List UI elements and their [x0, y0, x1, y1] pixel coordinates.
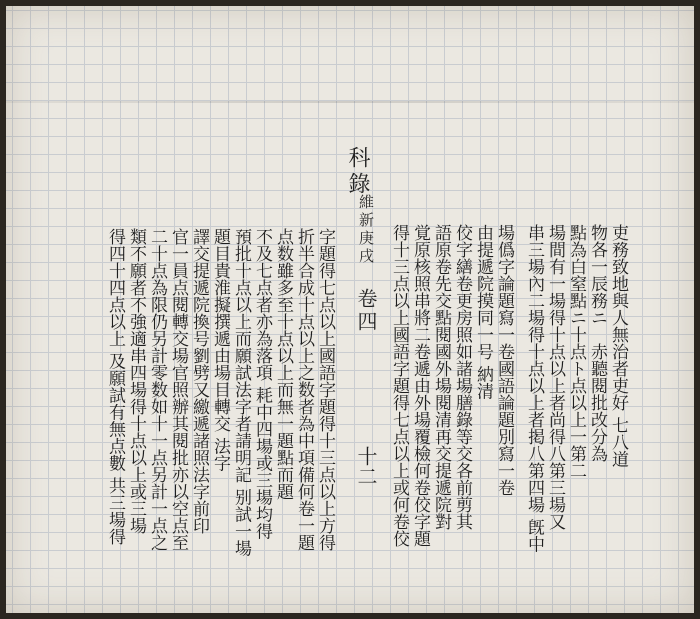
text-column: 串三場內二場得十点以上者掲八第四場 旣中: [524, 224, 544, 553]
text-column: 点数雖多至十点以上而無一題點而題: [273, 228, 293, 500]
text-column: 語原卷先交點閱國外場閱清再交提遞院對: [431, 224, 451, 530]
text-column: 官一員点閱轉交場官照辦其閱批亦以空点至: [168, 228, 188, 551]
text-column: 場間有一場得十点以上者尚得八第三場又: [545, 224, 565, 530]
document-heading: 科錄: [345, 146, 370, 198]
era-annotation: 維新庚戌: [357, 194, 375, 266]
text-column: 佼字繕卷更房照如諸場膳錄等交各前剪其: [452, 224, 472, 530]
text-column: 不及七点者亦為落項 耗中四場或三場均得: [252, 228, 272, 540]
text-column: 吏務致地與人無治者吏好 七八道: [608, 224, 628, 468]
paper-fold-line: [6, 101, 694, 103]
volume-label: 卷四: [354, 288, 378, 334]
text-column: 覚原核照串將二卷遞由外場覆檢何卷佼字題: [410, 224, 430, 547]
page-number: 十二: [354, 446, 378, 486]
text-column: 折半合成十点以上之数者為中項備何卷一題: [294, 228, 314, 551]
text-column: 二十点為限仍另計零数如十一点另計一点之: [147, 228, 167, 551]
text-column: 譯交提遞院換号劉劈又繳遞諸照法字前印: [189, 228, 209, 534]
text-column: 場僞字論題寫一卷國語論題別寫一卷: [494, 224, 514, 496]
document-sheet: [6, 6, 694, 613]
text-column: 得十三点以上國語字題得七点以上或何卷佼: [389, 224, 409, 547]
text-column: 類不願者不強適串四場得十点以上或三場: [126, 228, 146, 534]
text-column: 預批十点以上而願試法字者請明記 别試一場: [231, 228, 251, 557]
text-column: 字題得七点以上國語字題得十三点以上方得: [315, 228, 335, 551]
text-column: 點為白窒點ニ十点ト点以上一第二: [566, 224, 586, 479]
text-column: 物各一辰務ニ 赤聽閱批改分為: [587, 224, 607, 462]
text-column: 由提遞院摸同一号 納清: [473, 224, 493, 400]
text-column: 題目貴淮擬撰遞由場目轉交 法字: [210, 228, 230, 472]
text-column: 得四十四点以上 及願試有無点數 共三場得: [105, 228, 125, 545]
